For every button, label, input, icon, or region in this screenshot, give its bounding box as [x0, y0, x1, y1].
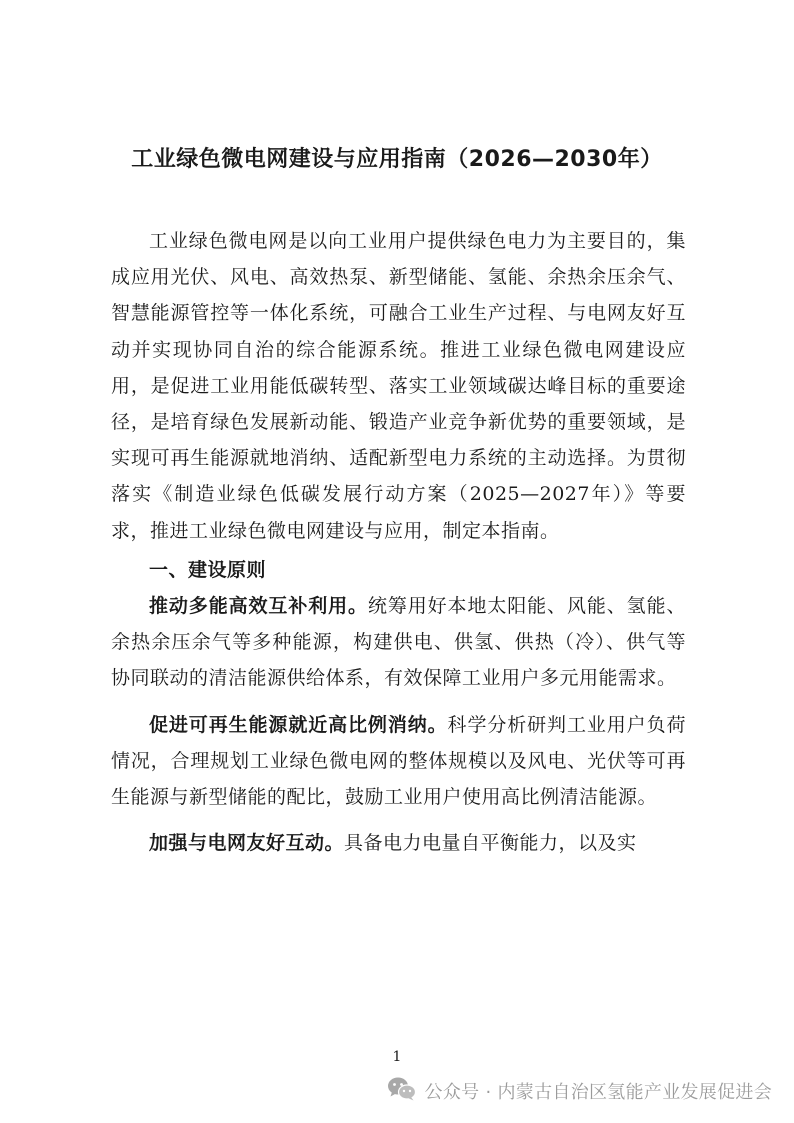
principle-lead-1: 推动多能高效互补利用。: [149, 595, 368, 618]
watermark-text: 公众号 · 内蒙古自治区氢能产业发展促进会: [424, 1082, 772, 1103]
document-title: 工业绿色微电网建设与应用指南（2026—2030年）: [131, 147, 663, 172]
principle-paragraph-3: [111, 825, 686, 861]
principle-paragraph-1: [111, 588, 686, 697]
wechat-watermark: [387, 1076, 772, 1106]
wechat-icon: [387, 1076, 425, 1107]
principle-text-3: 具备电力电量自平衡能力，以及实: [344, 832, 637, 855]
intro-paragraph: 工业绿色微电网是以向工业用户提供绿色电力为主要目的，集成应用光伏、风电、高效热泵、新型储能、氢能、余热余压余气、智慧能源管控等一体化系统，可融合工业生产过程、与电网友好互动并实现协同自治的综合能源系统。推进工业绿色微电网建设应用，是促进工业用能低碳转型、落实工业领域碳达峰目标的重要途径，是培育绿色发展新动能、锻造产业竞争新优势的重要领域，是实现可再生能源就地消纳、适配新型电力系统的主动选择。为贯彻落实《制造业绿色低碳发展行动方案（2025—2027年）》等要求，推进工业绿色微电网建设与应用，制定本指南。: [111, 230, 686, 542]
document-body: [111, 223, 686, 861]
principle-text-2: 科学分析研判工业用户负荷情况，合理规划工业绿色微电网的整体规模以及风电、光伏等可再生能源与新型储能的配比，鼓励工业用户使用高比例清洁能源。: [111, 713, 686, 809]
principle-lead-3: 加强与电网友好互动。: [149, 832, 345, 855]
page-number: 1: [392, 1049, 402, 1065]
principle-lead-2: 促进可再生能源就近高比例消纳。: [149, 713, 448, 736]
principle-text-1: 统筹用好本地太阳能、风能、氢能、余热余压余气等多种能源，构建供电、供氢、供热（冷）、供气等协同联动的清洁能源供给体系，有效保障工业用户多元用能需求。: [111, 595, 686, 690]
principle-paragraph-2: [111, 707, 686, 816]
section-heading: 一、建设原则: [149, 558, 267, 581]
